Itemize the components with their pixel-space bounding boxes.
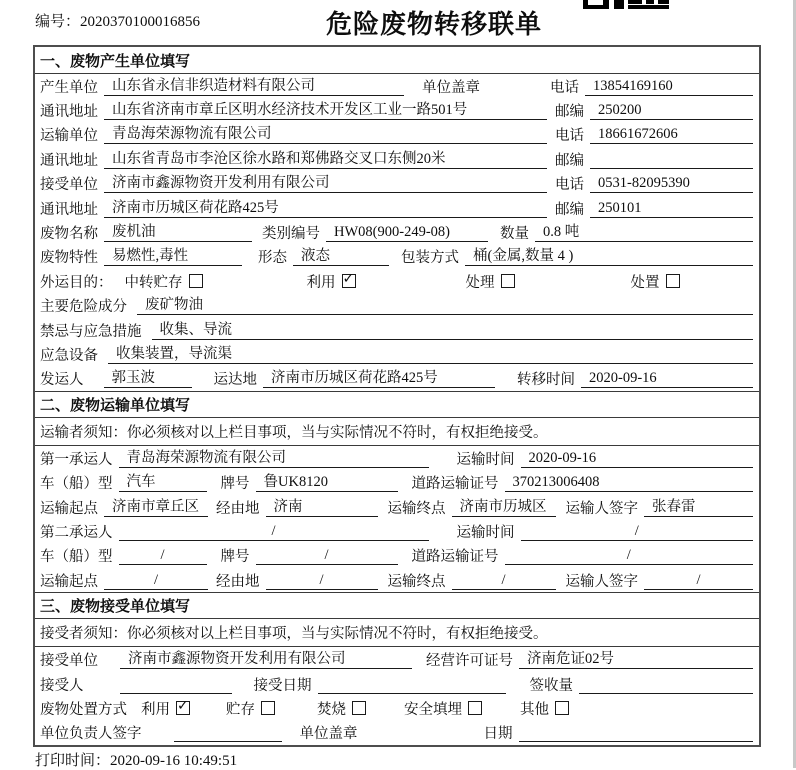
field-value-underline: 济南危证02号 [519, 650, 753, 669]
field-label: 邮编 [555, 152, 584, 169]
field-label: 废物处置方式 [40, 701, 127, 718]
checkbox[interactable] [176, 698, 190, 715]
field-value-underline: 山东省永信非织造材料有限公司 [104, 77, 404, 96]
checkbox[interactable] [501, 274, 515, 288]
field-value-underline: / [521, 522, 754, 541]
form-row [35, 544, 759, 568]
field-label: 运输时间 [456, 451, 515, 468]
field-label: 产生单位 [40, 79, 98, 96]
checkbox-label: 其他 [520, 701, 549, 718]
checkbox-label: 安全填埋 [404, 701, 462, 718]
field-value-underline: 济南市鑫源物资开发利用有限公司 [104, 174, 547, 193]
checkbox-label: 利用 [306, 274, 336, 291]
field-label: 接受人 [40, 677, 84, 694]
field-value-underline: 青岛海荣源物流有限公司 [104, 125, 547, 144]
checkbox-group [125, 271, 203, 292]
field-label: 通讯地址 [40, 201, 98, 218]
field-label: 签收量 [529, 677, 573, 694]
field-value-underline: 汽车 [119, 473, 207, 492]
form-row [35, 446, 759, 470]
field-value-underline: 250101 [590, 199, 753, 218]
form-row [35, 568, 759, 592]
field-label: 废物特性 [40, 250, 98, 267]
section-header-row: 二、废物运输单位填写 [35, 391, 759, 418]
form-row [35, 696, 759, 720]
field-label: 运输终点 [387, 573, 446, 590]
check-mark-icon: ✓ [342, 271, 355, 288]
field-value-underline: 收集、导流 [152, 321, 754, 340]
field-label: 应急设备 [40, 347, 98, 364]
form-row [35, 647, 759, 671]
field-label: 禁忌与应急措施 [40, 323, 142, 340]
field-label: 电话 [555, 177, 584, 194]
form-row [35, 74, 759, 98]
field-value-underline: 山东省青岛市李沧区徐水路和郑佛路交叉口东侧20米 [104, 150, 547, 169]
form-row [35, 269, 759, 293]
field-value-underline: 济南 [266, 498, 378, 517]
field-value-underline: HW08(900-249-08) [326, 223, 488, 242]
field-value-underline: 0.8 吨 [535, 223, 753, 242]
print-time-value: 2020-09-16 10:49:51 [110, 753, 238, 769]
field-label: 发运人 [40, 372, 84, 389]
form-row [35, 495, 759, 519]
field-label: 牌号 [220, 476, 250, 493]
qr-block [628, 5, 669, 9]
field-label: 运输人签字 [565, 573, 638, 590]
checkbox[interactable] [352, 701, 366, 715]
field-label: 转移时间 [517, 372, 575, 389]
qr-block [614, 0, 624, 9]
form-row [35, 172, 759, 196]
print-time-line [35, 749, 237, 770]
field-value-underline: 郭玉波 [104, 369, 192, 388]
form-row [35, 721, 759, 745]
field-value-underline: 青岛海荣源物流有限公司 [119, 449, 429, 468]
form-row [35, 98, 759, 122]
checkbox-label: 焚烧 [317, 701, 346, 718]
field-label: 运达地 [213, 372, 257, 389]
field-label: 接受单位 [40, 177, 98, 194]
checkbox-label: 利用 [141, 701, 170, 718]
checkbox-group [141, 698, 190, 719]
field-label: 车（船）型 [40, 549, 113, 566]
field-value-underline [590, 150, 753, 169]
field-label: 经由地 [216, 500, 260, 517]
field-value-underline: 370213006408 [505, 473, 754, 492]
qr-block [628, 0, 642, 4]
field-label: 道路运输证号 [411, 476, 499, 493]
field-label: 电话 [555, 128, 584, 145]
field-label: 运输时间 [456, 524, 515, 541]
field-value-underline [318, 675, 506, 694]
checkbox-group [631, 271, 680, 292]
form-row [35, 672, 759, 696]
checkbox[interactable] [342, 271, 356, 288]
checkbox-group [317, 698, 366, 719]
field-value-underline: 济南市历城区荷花路425号 [263, 369, 495, 388]
field-value-underline: 18661672606 [590, 125, 753, 144]
serial-number: 2020370100016856 [80, 14, 201, 30]
checkbox-group [466, 271, 515, 292]
field-value-underline: 2020-09-16 [581, 369, 753, 388]
form-row [35, 342, 759, 366]
field-value-underline [174, 723, 282, 742]
check-mark-icon: ✓ [177, 698, 189, 715]
field-value-underline: 济南市历城区荷花路425号 [104, 199, 547, 218]
field-label: 形态 [258, 250, 287, 267]
field-label: 外运目的： [40, 274, 113, 291]
field-label: 第一承运人 [40, 451, 113, 468]
field-value-underline: 废机油 [104, 223, 252, 242]
field-label: 主要危险成分 [40, 299, 127, 316]
serial-number-line [35, 10, 200, 31]
field-value-underline: 废矿物油 [137, 296, 753, 315]
field-value-underline: / [104, 571, 208, 590]
field-label: 日期 [483, 726, 513, 743]
field-label: 邮编 [555, 104, 584, 121]
field-label: 接受单位 [40, 653, 98, 670]
form-row [35, 123, 759, 147]
field-value-underline: / [119, 522, 429, 541]
field-label: 道路运输证号 [411, 549, 499, 566]
field-value-underline: 收集装置，导流渠 [108, 345, 753, 364]
checkbox[interactable] [261, 701, 275, 715]
field-label: 第二承运人 [40, 524, 113, 541]
qr-block [583, 0, 609, 9]
form-row [35, 318, 759, 342]
field-label: 通讯地址 [40, 104, 98, 121]
print-time-label: 打印时间： [35, 753, 111, 769]
field-value-underline: / [119, 546, 207, 565]
form-row [35, 519, 759, 543]
field-value-underline: 济南市历城区 [452, 498, 556, 517]
field-value-underline: 济南市鑫源物资开发利用有限公司 [120, 650, 412, 669]
checkbox-label: 处理 [465, 274, 495, 291]
field-value-underline: 济南市章丘区 [104, 498, 208, 517]
form-row [35, 294, 759, 318]
field-value-underline: 13854169160 [585, 77, 753, 96]
field-label: 牌号 [220, 549, 250, 566]
serial-label: 编号： [35, 14, 81, 30]
field-value-underline: 2020-09-16 [521, 449, 754, 468]
field-label: 车（船）型 [40, 476, 113, 493]
qr-block [646, 0, 654, 4]
checkbox-label: 中转贮存 [124, 274, 183, 291]
field-label: 运输单位 [40, 128, 98, 145]
field-label: 包装方式 [401, 250, 459, 267]
field-value-underline: / [452, 571, 556, 590]
field-value-underline: / [266, 571, 378, 590]
checkbox[interactable] [468, 701, 482, 715]
field-value-underline: 易燃性,毒性 [104, 247, 242, 266]
checkbox[interactable] [666, 274, 680, 288]
field-value-underline [579, 675, 753, 694]
field-label: 单位盖章 [422, 79, 480, 96]
field-value-underline [120, 675, 232, 694]
field-value-underline: 张春雷 [644, 498, 753, 517]
checkbox-group [520, 698, 569, 719]
field-label: 电话 [550, 79, 579, 96]
field-value-underline: / [644, 571, 753, 590]
field-value-underline: 250200 [590, 101, 753, 120]
checkbox-group [307, 271, 356, 292]
field-label: 运输起点 [40, 500, 98, 517]
field-value-underline: 鲁UK8120 [256, 473, 398, 492]
section-header-row: 三、废物接受单位填写 [35, 592, 759, 619]
qr-code-fragment [583, 0, 669, 10]
field-label: 单位盖章 [299, 726, 358, 743]
notice-row: 运输者须知：你必须核对以上栏目事项，当与实际情况不符时，有权拒绝接受。 [35, 418, 759, 446]
form-row [35, 196, 759, 220]
checkbox-label: 贮存 [226, 701, 255, 718]
checkbox[interactable] [555, 701, 569, 715]
field-label: 运输终点 [387, 500, 446, 517]
form-row [35, 245, 759, 269]
page-title: 危险废物转移联单 [326, 10, 543, 39]
form-row [35, 367, 759, 391]
field-value-underline: 液态 [293, 247, 389, 266]
field-value-underline [519, 723, 754, 742]
checkbox-group [226, 698, 275, 719]
form-table [33, 45, 761, 747]
field-label: 接受日期 [253, 677, 312, 694]
field-label: 经营许可证号 [426, 653, 513, 670]
form-row [35, 147, 759, 171]
field-value-underline: 0531-82095390 [590, 174, 753, 193]
form-row [35, 470, 759, 494]
field-value-underline: 桶(金属,数量 4 ) [465, 247, 753, 266]
form-row [35, 220, 759, 244]
checkbox[interactable] [189, 274, 203, 288]
field-label: 经由地 [216, 573, 260, 590]
field-label: 数量 [500, 226, 529, 243]
field-label: 运输起点 [40, 573, 98, 590]
field-label: 类别编号 [262, 226, 320, 243]
field-label: 单位负责人签字 [40, 726, 142, 743]
field-label: 通讯地址 [40, 152, 98, 169]
field-value-underline: 山东省济南市章丘区明水经济技术开发区工业一路501号 [104, 101, 547, 120]
field-label: 废物名称 [40, 226, 98, 243]
field-value-underline: / [505, 546, 754, 565]
notice-row: 接受者须知：你必须核对以上栏目事项，当与实际情况不符时，有权拒绝接受。 [35, 619, 759, 647]
qr-block [658, 0, 669, 4]
field-label: 运输人签字 [565, 500, 638, 517]
checkbox-label: 处置 [630, 274, 660, 291]
field-label: 邮编 [555, 201, 584, 218]
checkbox-group [404, 698, 482, 719]
section-header-row: 一、废物产生单位填写 [35, 47, 759, 74]
field-value-underline: / [256, 546, 398, 565]
